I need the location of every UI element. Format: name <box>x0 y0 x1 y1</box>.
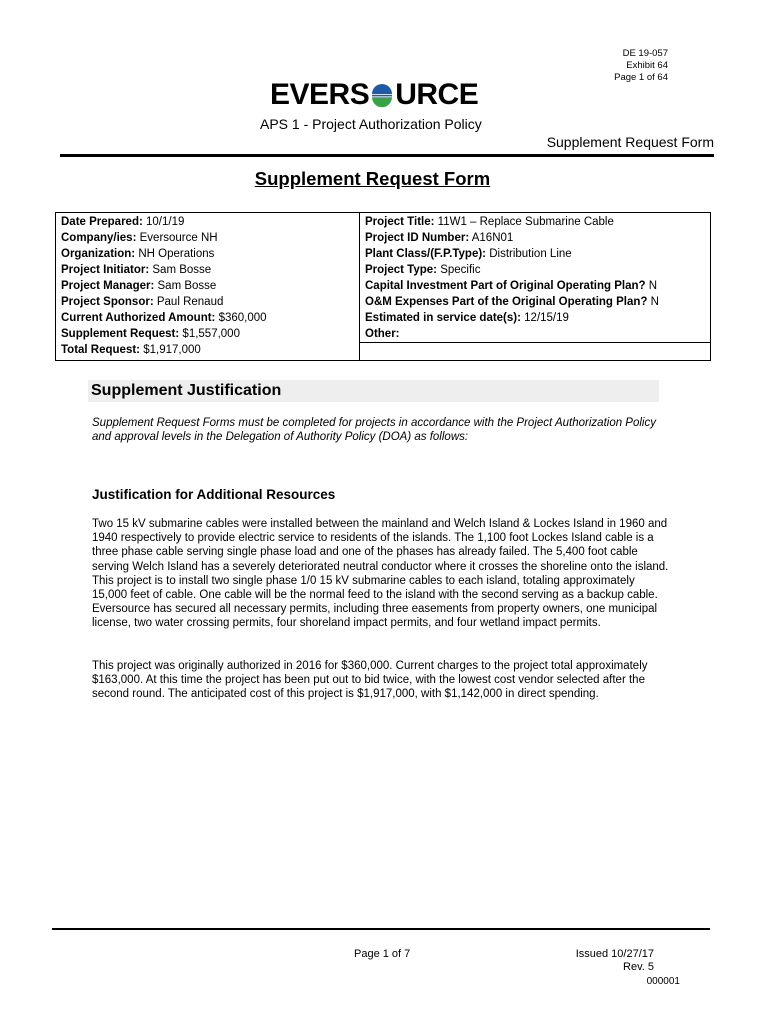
logo-text-right: URCE <box>395 78 479 111</box>
info-row-project-type: Project Type: Specific <box>365 264 481 276</box>
exhibit-label <box>614 48 668 84</box>
info-row-sponsor: Project Sponsor: Paul Renaud <box>61 296 224 308</box>
info-row-plant-class: Plant Class/(F.P.Type): Distribution Line <box>365 248 572 260</box>
info-column-right <box>360 213 711 361</box>
form-name-header: Supplement Request Form <box>546 134 714 150</box>
info-row-current-authorized: Current Authorized Amount: $360,000 <box>61 312 267 324</box>
section-heading-justification: Supplement Justification <box>88 380 659 402</box>
info-row-service-date: Estimated in service date(s): 12/15/19 <box>365 312 569 324</box>
info-row-organization: Organization: NH Operations <box>61 248 215 260</box>
logo-text-left: EVERS <box>270 78 370 111</box>
header-divider <box>60 154 714 157</box>
info-row-date-prepared: Date Prepared: 10/1/19 <box>61 216 185 228</box>
page-title: Supplement Request Form <box>254 168 491 189</box>
info-row-supplement-request: Supplement Request: $1,557,000 <box>61 328 240 340</box>
project-info-table <box>55 212 711 361</box>
exhibit-line-number: Exhibit 64 <box>626 60 668 71</box>
logo-o-icon <box>370 83 394 107</box>
exhibit-line-page: Page 1 of 64 <box>614 72 668 83</box>
document-number: 000001 <box>646 976 680 987</box>
page-number: Page 1 of 7 <box>354 948 411 960</box>
info-row-total-request: Total Request: $1,917,000 <box>61 344 201 356</box>
policy-name: APS 1 - Project Authorization Policy <box>260 116 482 132</box>
justification-paragraph-2: This project was originally authorized in 2016 for $360,000. Current charges to the project total approximately $163,000. At this time the project has been put out to bid twice, with the lowest cost vendor selected after the second round. The anticipated cost of this project is $1,917,000, with $1,142,000 in direct spending. <box>92 660 648 701</box>
info-row-companies: Company/ies: Eversource NH <box>61 232 218 244</box>
info-column-left <box>56 213 360 361</box>
info-row-project-title: Project Title: 11W1 – Replace Submarine Cable <box>365 216 614 228</box>
issue-info <box>576 948 654 974</box>
info-row-initiator: Project Initiator: Sam Bosse <box>61 264 212 276</box>
footer-divider <box>52 928 710 930</box>
revision: Rev. 5 <box>623 961 654 973</box>
info-row-om-expenses: O&M Expenses Part of the Original Operating Plan? N <box>365 296 659 308</box>
justification-paragraph-1: Two 15 kV submarine cables were installed between the mainland and Welch Island & Lockes Island in 1960 and 1940 respectively to provide electric service to residents of the islands. The 1,100 foot Lockes Island cable is a three phase cable serving single phase load and one of the phases has already failed. The 5,400 foot cable serving Welch Island has a severely deteriorated neutral conductor where it crosses the shoreline onto the island. This project is to install two single phase 1/0 15 kV submarine cables to each island, totaling approximately 15,000 feet of cable. One cable will be the normal feed to the island with the second serving as a backup cable. Eversource has secured all necessary permits, including three easements from property owners, one municipal license, two water crossing permits, four shoreland impact permits, and four wetland impact permits. <box>92 518 669 630</box>
exhibit-line-docket: DE 19-057 <box>622 48 668 59</box>
info-row-project-id: Project ID Number: A16N01 <box>365 232 514 244</box>
info-row-other: Other: <box>360 326 710 343</box>
issued-date: Issued 10/27/17 <box>575 948 654 960</box>
subheading-additional-resources: Justification for Additional Resources <box>92 487 336 502</box>
eversource-logo <box>270 78 478 112</box>
info-row-capital-investment: Capital Investment Part of Original Operating Plan? N <box>365 280 658 292</box>
justification-intro: Supplement Request Forms must be completed for projects in accordance with the Project Authorization Policy and approval levels in the Delegation of Authority Policy (DOA) as follows: <box>92 417 656 443</box>
info-row-manager: Project Manager: Sam Bosse <box>61 280 217 292</box>
